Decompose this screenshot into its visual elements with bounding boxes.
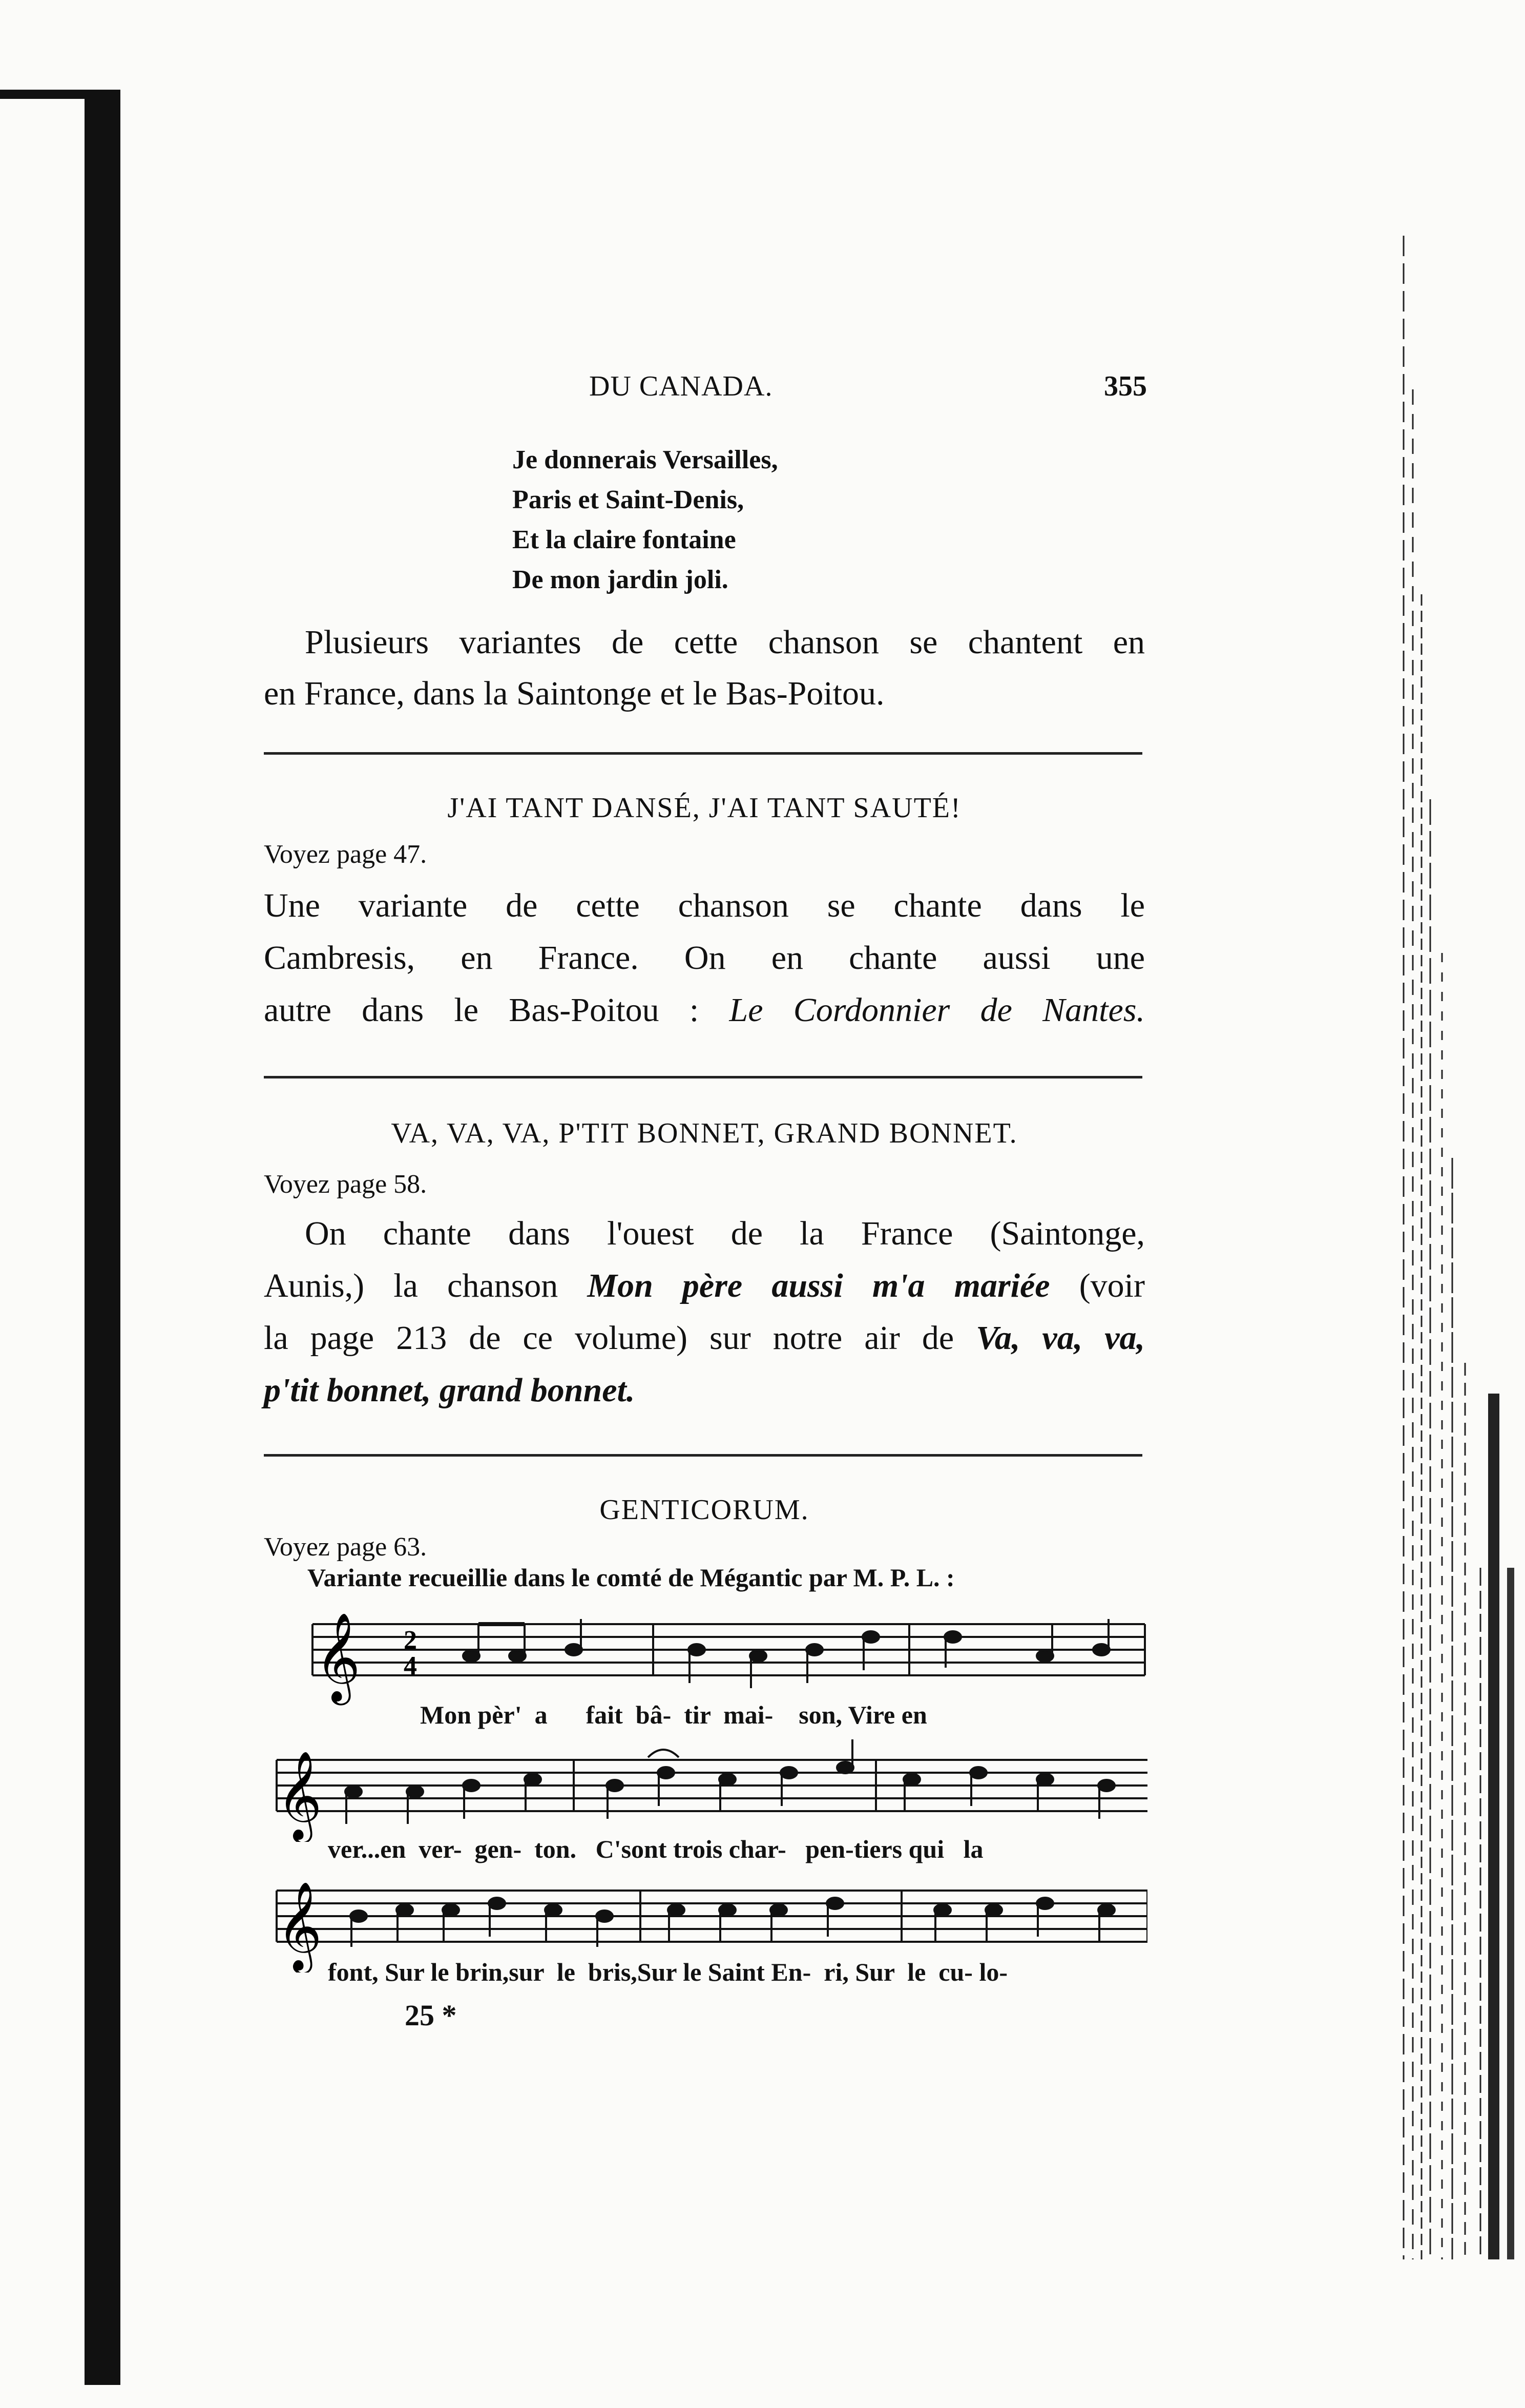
fermata-icon	[648, 1750, 679, 1757]
song-title-italic: Va, va, va,	[976, 1319, 1145, 1357]
section-title: VA, VA, VA, P'TIT BONNET, GRAND BONNET.	[391, 1117, 1018, 1149]
treble-clef-icon: 𝄞	[315, 1612, 361, 1701]
book-spine-shadow	[0, 90, 123, 2385]
paragraph-line: en France, dans la Saintonge et le Bas-Poitou.	[264, 675, 885, 712]
section-title: GENTICORUM.	[599, 1494, 809, 1526]
variant-note: Variante recueillie dans le comté de Mégantic par M. P. L. :	[307, 1563, 955, 1592]
song-title-italic: Mon père aussi m'a mariée	[587, 1267, 1050, 1304]
music-staff	[266, 1739, 1147, 1842]
verse-line: Et la claire fontaine	[512, 525, 736, 554]
paragraph-line	[264, 1267, 1145, 1305]
section-rule	[264, 1076, 1142, 1078]
page-reference: Voyez page 58.	[264, 1170, 427, 1199]
text-plain: autre dans le Bas-Poitou :	[264, 991, 729, 1029]
music-staff	[266, 1609, 1147, 1706]
paragraph-line	[264, 991, 1145, 1030]
section-rule	[264, 1454, 1142, 1457]
paragraph-line: Plusieurs variantes de cette chanson se chantent en	[305, 624, 1145, 661]
treble-clef-icon: 𝄞	[277, 1751, 322, 1840]
paragraph-line	[264, 1319, 1145, 1358]
section-title: J'AI TANT DANSÉ, J'AI TANT SAUTÉ!	[447, 792, 962, 824]
section-rule	[264, 752, 1142, 755]
page-edge-stack	[1393, 236, 1525, 2259]
text-plain: Aunis,) la chanson	[264, 1267, 588, 1304]
verse-line: De mon jardin joli.	[512, 565, 728, 594]
song-title-italic: Le Cordonnier de Nantes.	[729, 991, 1145, 1029]
song-title-italic: p'tit bonnet, grand bonnet.	[264, 1372, 635, 1409]
paragraph-line: Une variante de cette chanson se chante dans le	[264, 887, 1145, 924]
lyrics-line: ver...en ver- gen- ton. C'sont trois char- pen-tiers qui la	[328, 1835, 984, 1863]
paragraph-line	[264, 1371, 1145, 1410]
page-number: 355	[1104, 370, 1147, 402]
paragraph-line: Cambresis, en France. On en chante aussi une	[264, 939, 1145, 977]
signature-mark: 25 *	[405, 1999, 457, 2032]
running-head: DU CANADA.	[589, 370, 773, 402]
time-signature-bottom: 4	[404, 1651, 417, 1680]
verse-line: Paris et Saint-Denis,	[512, 485, 744, 514]
time-signature-top: 2	[404, 1626, 417, 1655]
page-reference: Voyez page 47.	[264, 840, 427, 869]
page-reference: Voyez page 63.	[264, 1532, 427, 1562]
lyrics-line: font, Sur le brin,sur le bris,Sur le Saint En- ri, Sur le cu- lo-	[328, 1958, 1008, 1986]
text-plain: la page 213 de ce volume) sur notre air de	[264, 1319, 976, 1357]
lyrics-line: Mon pèr' a fait bâ- tir mai- son, Vire en	[420, 1700, 927, 1729]
text-plain: (voir	[1050, 1267, 1145, 1304]
paragraph-line: On chante dans l'ouest de la France (Saintonge,	[305, 1215, 1145, 1252]
verse-line: Je donnerais Versailles,	[512, 445, 778, 474]
treble-clef-icon: 𝄞	[277, 1881, 322, 1970]
